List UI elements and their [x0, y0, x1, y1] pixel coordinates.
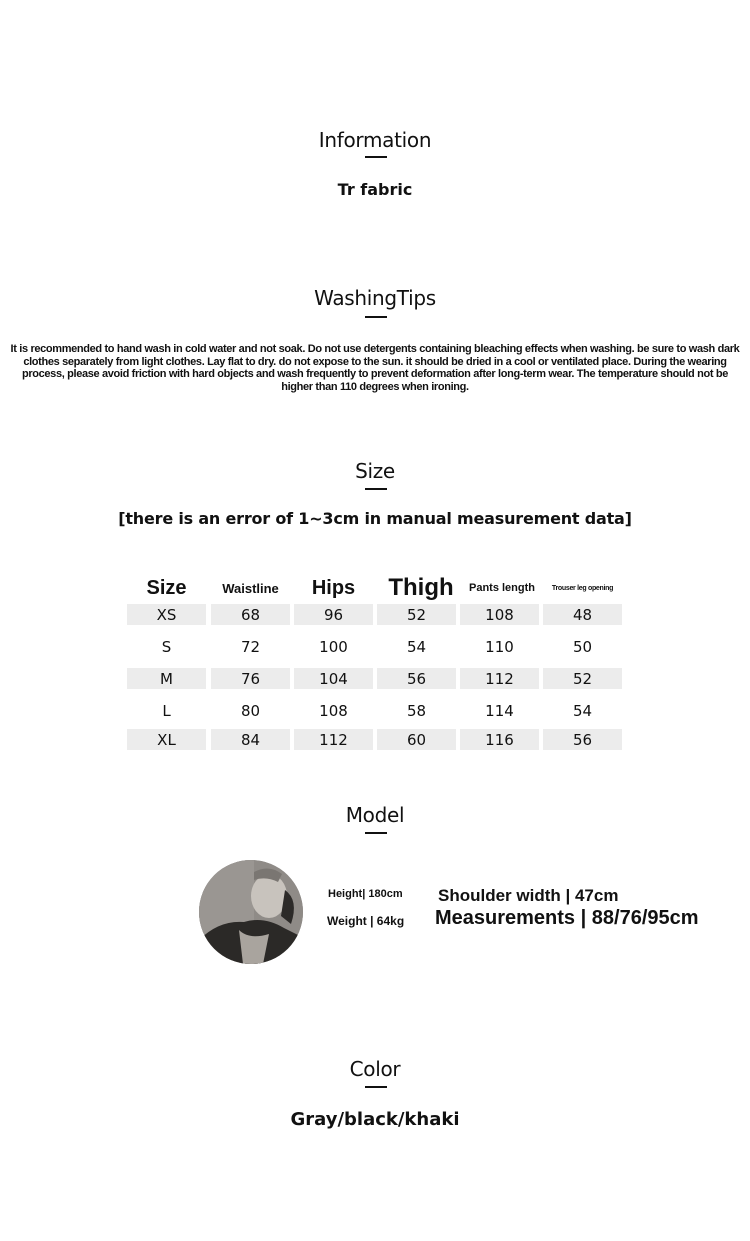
- size-heading: Size: [355, 459, 395, 483]
- cell-waistline: 76: [211, 668, 290, 689]
- color-heading: Color: [349, 1057, 401, 1081]
- cell-pants-length: 114: [485, 701, 514, 720]
- fabric-text: Tr fabric: [337, 180, 413, 199]
- heading-underline: [365, 488, 387, 490]
- cell-size: M: [127, 668, 206, 689]
- model-photo: [199, 860, 303, 964]
- cell-pants-length: 108: [460, 604, 539, 625]
- cell-size: XL: [127, 729, 206, 750]
- information-heading: Information: [318, 128, 432, 152]
- model-weight: Weight | 64kg: [327, 914, 405, 928]
- heading-underline: [365, 832, 387, 834]
- column-header-thigh: Thigh: [388, 574, 454, 601]
- cell-trouser-leg-opening: 52: [543, 668, 622, 689]
- column-header-pants-length: Pants length: [468, 582, 535, 594]
- cell-thigh: 60: [377, 729, 456, 750]
- column-header-trouser-leg-opening: Trouser leg opening: [551, 584, 614, 592]
- measurement-error-note: [there is an error of 1~3cm in manual measurement data]: [118, 509, 632, 528]
- color-options: Gray/black/khaki: [290, 1109, 460, 1130]
- cell-trouser-leg-opening: 56: [543, 729, 622, 750]
- cell-pants-length: 116: [460, 729, 539, 750]
- cell-waistline: 68: [211, 604, 290, 625]
- cell-hips: 108: [319, 701, 348, 720]
- cell-size: L: [162, 701, 171, 720]
- model-shoulder-width: Shoulder width | 47cm: [438, 886, 619, 905]
- heading-underline: [365, 156, 387, 158]
- cell-hips: 100: [319, 637, 348, 656]
- cell-size: XS: [127, 604, 206, 625]
- washing-instructions: It is recommended to hand wash in cold water and not soak. Do not use detergents containing bleaching effects when washing. be sure to wash dark clothes separately from light clothes. Lay flat to dry. do not expose to the sun. it should be dried in a cool or ventilated place. During the wearing process, please avoid friction with hard objects and wash frequently to prevent deformation after long-term wear. The temperature should not be higher than 110 degrees when ironing.: [10, 343, 740, 393]
- cell-thigh: 58: [406, 701, 427, 720]
- cell-waistline: 84: [211, 729, 290, 750]
- model-heading: Model: [345, 803, 405, 827]
- model-height: Height| 180cm: [328, 888, 403, 900]
- column-header-size: Size: [146, 576, 187, 599]
- washing-tips-heading: WashingTips: [314, 286, 436, 310]
- cell-waistline: 80: [240, 701, 261, 720]
- cell-pants-length: 110: [485, 637, 514, 656]
- cell-trouser-leg-opening: 50: [572, 637, 593, 656]
- model-measurements: Measurements | 88/76/95cm: [435, 907, 699, 929]
- heading-underline: [365, 1086, 387, 1088]
- cell-thigh: 52: [377, 604, 456, 625]
- column-header-hips: Hips: [311, 576, 356, 599]
- column-header-waistline: Waistline: [222, 580, 279, 596]
- heading-underline: [365, 316, 387, 318]
- cell-pants-length: 112: [460, 668, 539, 689]
- cell-thigh: 54: [406, 637, 427, 656]
- cell-hips: 104: [294, 668, 373, 689]
- cell-hips: 112: [294, 729, 373, 750]
- cell-thigh: 56: [377, 668, 456, 689]
- cell-waistline: 72: [240, 637, 261, 656]
- cell-hips: 96: [294, 604, 373, 625]
- cell-size: S: [161, 637, 172, 656]
- cell-trouser-leg-opening: 54: [572, 701, 593, 720]
- model-avatar: [199, 860, 303, 964]
- cell-trouser-leg-opening: 48: [543, 604, 622, 625]
